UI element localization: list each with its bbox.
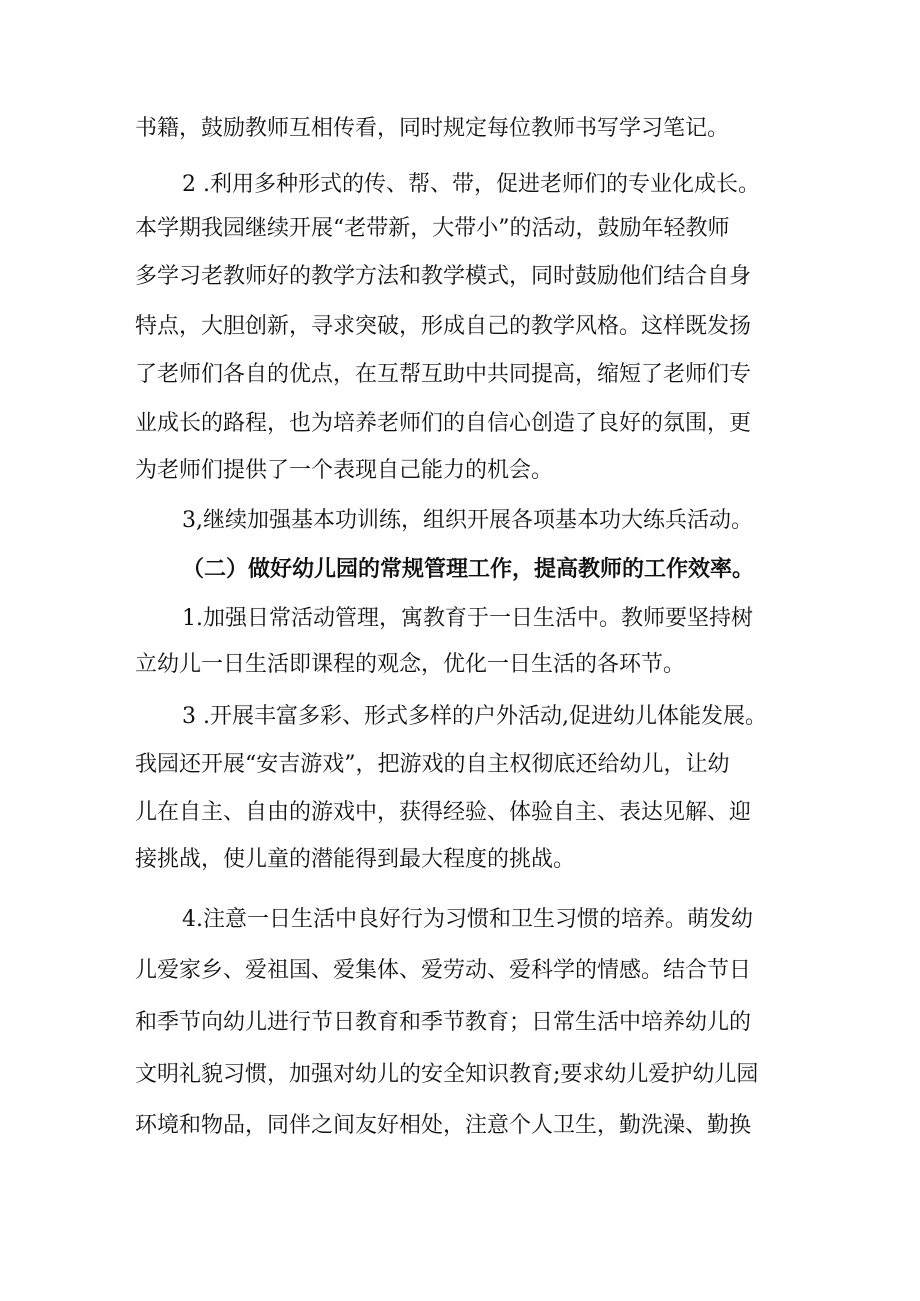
text-line: 我园还开展“安吉游戏”，把游戏的自主权彻底还给幼儿，让幼 (135, 752, 730, 777)
text-line: 书籍，鼓励教师互相传看，同时规定每位教师书写学习笔记。 (135, 116, 730, 141)
text-line: 和季节向幼儿进行节日教育和季节教育；日常生活中培养幼儿的 (135, 1010, 752, 1035)
text-line: 为老师们提供了一个表现自己能力的机会。 (135, 458, 554, 483)
text-line: 本学期我园继续开展“老带新，大带小”的活动，鼓励年轻教师 (135, 216, 730, 241)
text-line: 2 .利用多种形式的传、帮、带，促进老师们的专业化成长。 (182, 172, 760, 197)
text-line: 3 .开展丰富多彩、形式多样的户外活动,促进幼儿体能发展。 (182, 704, 767, 729)
text-line: 3,继续加强基本功训练，组织开展各项基本功大练兵活动。 (182, 508, 753, 533)
text-line: 接挑战，使儿童的潜能得到最大程度的挑战。 (135, 847, 576, 872)
text-line: 了老师们各自的优点，在互帮互助中共同提高，缩短了老师们专 (135, 362, 752, 387)
text-line: 立幼儿一日生活即课程的观念，优化一日生活的各环节。 (135, 652, 686, 677)
text-line: 1.加强日常活动管理，寓教育于一日生活中。教师要坚持树 (182, 606, 753, 631)
text-line: 业成长的路程，也为培养老师们的自信心创造了良好的氛围，更 (135, 411, 752, 436)
text-line: 儿在自主、自由的游戏中，获得经验、体验自主、表达见解、迎 (135, 800, 752, 825)
text-line: 4.注意一日生活中良好行为习惯和卫生习惯的培养。萌发幼 (182, 907, 753, 932)
text-line: 环境和物品，同伴之间友好相处，注意个人卫生，勤洗澡、勤换 (135, 1113, 752, 1138)
section-heading: （二）做好幼儿园的常规管理工作，提高教师的工作效率。 (182, 557, 755, 582)
text-line: 特点，大胆创新，寻求突破，形成自己的教学风格。这样既发扬 (135, 314, 752, 339)
text-line: 儿爱家乡、爱祖国、爱集体、爱劳动、爱科学的情感。结合节日 (135, 958, 752, 983)
text-line: 文明礼貌习惯，加强对幼儿的安全知识教育;要求幼儿爱护幼儿园 (135, 1062, 759, 1087)
text-line: 多学习老教师好的教学方法和教学模式，同时鼓励他们结合自身 (135, 264, 752, 289)
